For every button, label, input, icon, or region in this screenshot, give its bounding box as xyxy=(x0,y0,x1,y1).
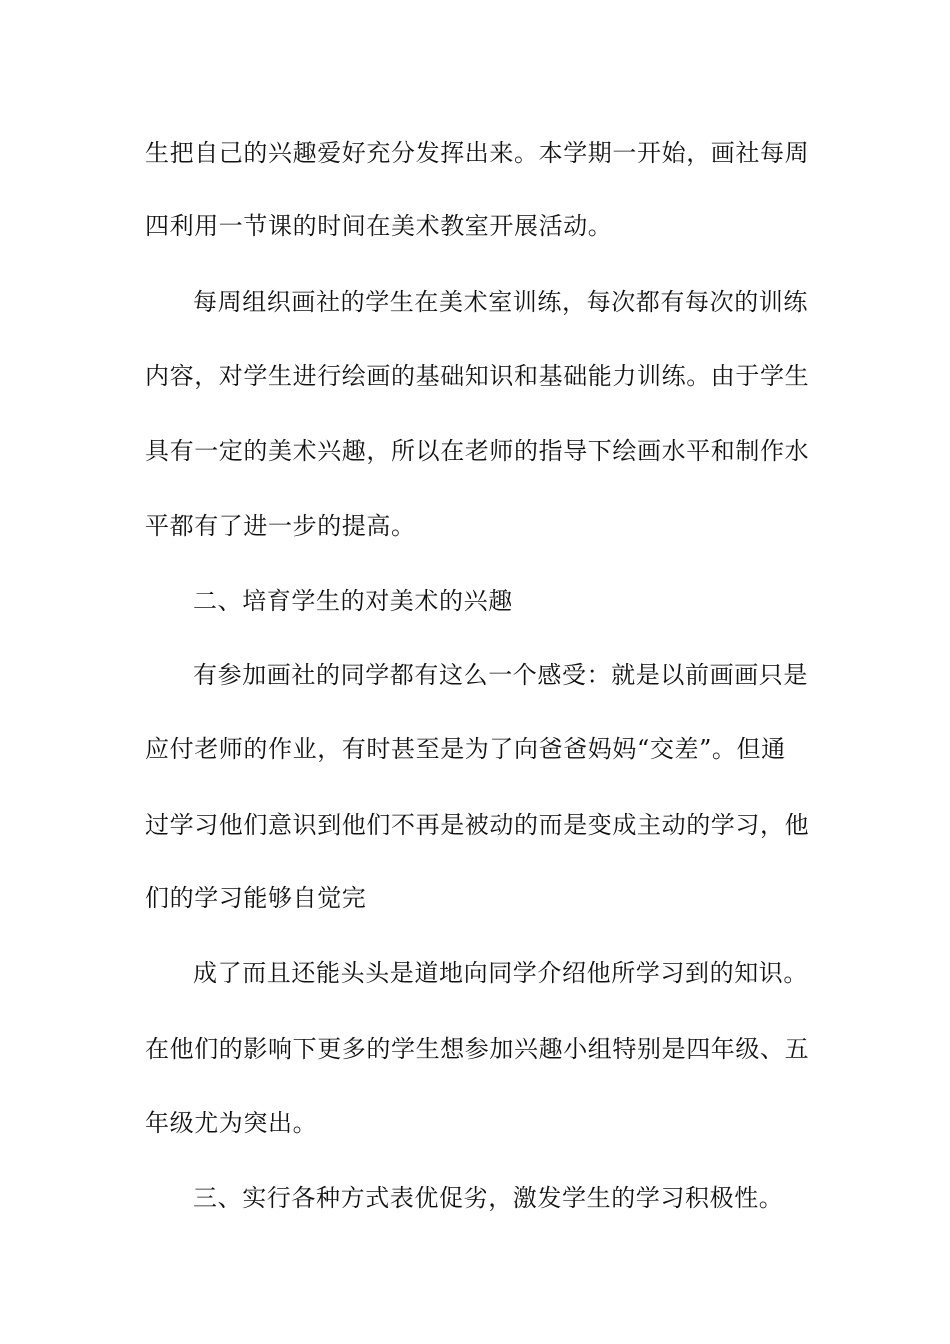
section-heading: 三、实行各种方式表优促劣，激发学生的学习积极性。 xyxy=(193,1184,784,1212)
text-line: 四利用一节课的时间在美术教室开展活动。 xyxy=(145,212,613,240)
text-line: 平都有了进一步的提高。 xyxy=(145,512,416,540)
text-line: 在他们的影响下更多的学生想参加兴趣小组特别是四年级、五 xyxy=(145,1035,810,1063)
text-line: 生把自己的兴趣爱好充分发挥出来。本学期一开始，画社每周 xyxy=(145,139,810,167)
text-line: 内容，对学生进行绘画的基础知识和基础能力训练。由于学生 xyxy=(145,362,810,390)
section-heading: 二、培育学生的对美术的兴趣 xyxy=(193,587,513,615)
paragraph-start-line: 有参加画社的同学都有这么一个感受：就是以前画画只是 xyxy=(193,661,808,689)
text-line: 们的学习能够自觉完 xyxy=(145,884,367,912)
paragraph-start-line: 成了而且还能头头是道地向同学介绍他所学习到的知识。 xyxy=(193,959,808,987)
text-line: 年级尤为突出。 xyxy=(145,1109,318,1137)
text-line: 具有一定的美术兴趣，所以在老师的指导下绘画水平和制作水 xyxy=(145,437,810,465)
text-line: 应付老师的作业，有时甚至是为了向爸爸妈妈“交差”。但通 xyxy=(145,735,786,763)
paragraph-start-line: 每周组织画社的学生在美术室训练，每次都有每次的训练 xyxy=(193,288,808,316)
text-line: 过学习他们意识到他们不再是被动的而是变成主动的学习，他 xyxy=(145,811,810,839)
